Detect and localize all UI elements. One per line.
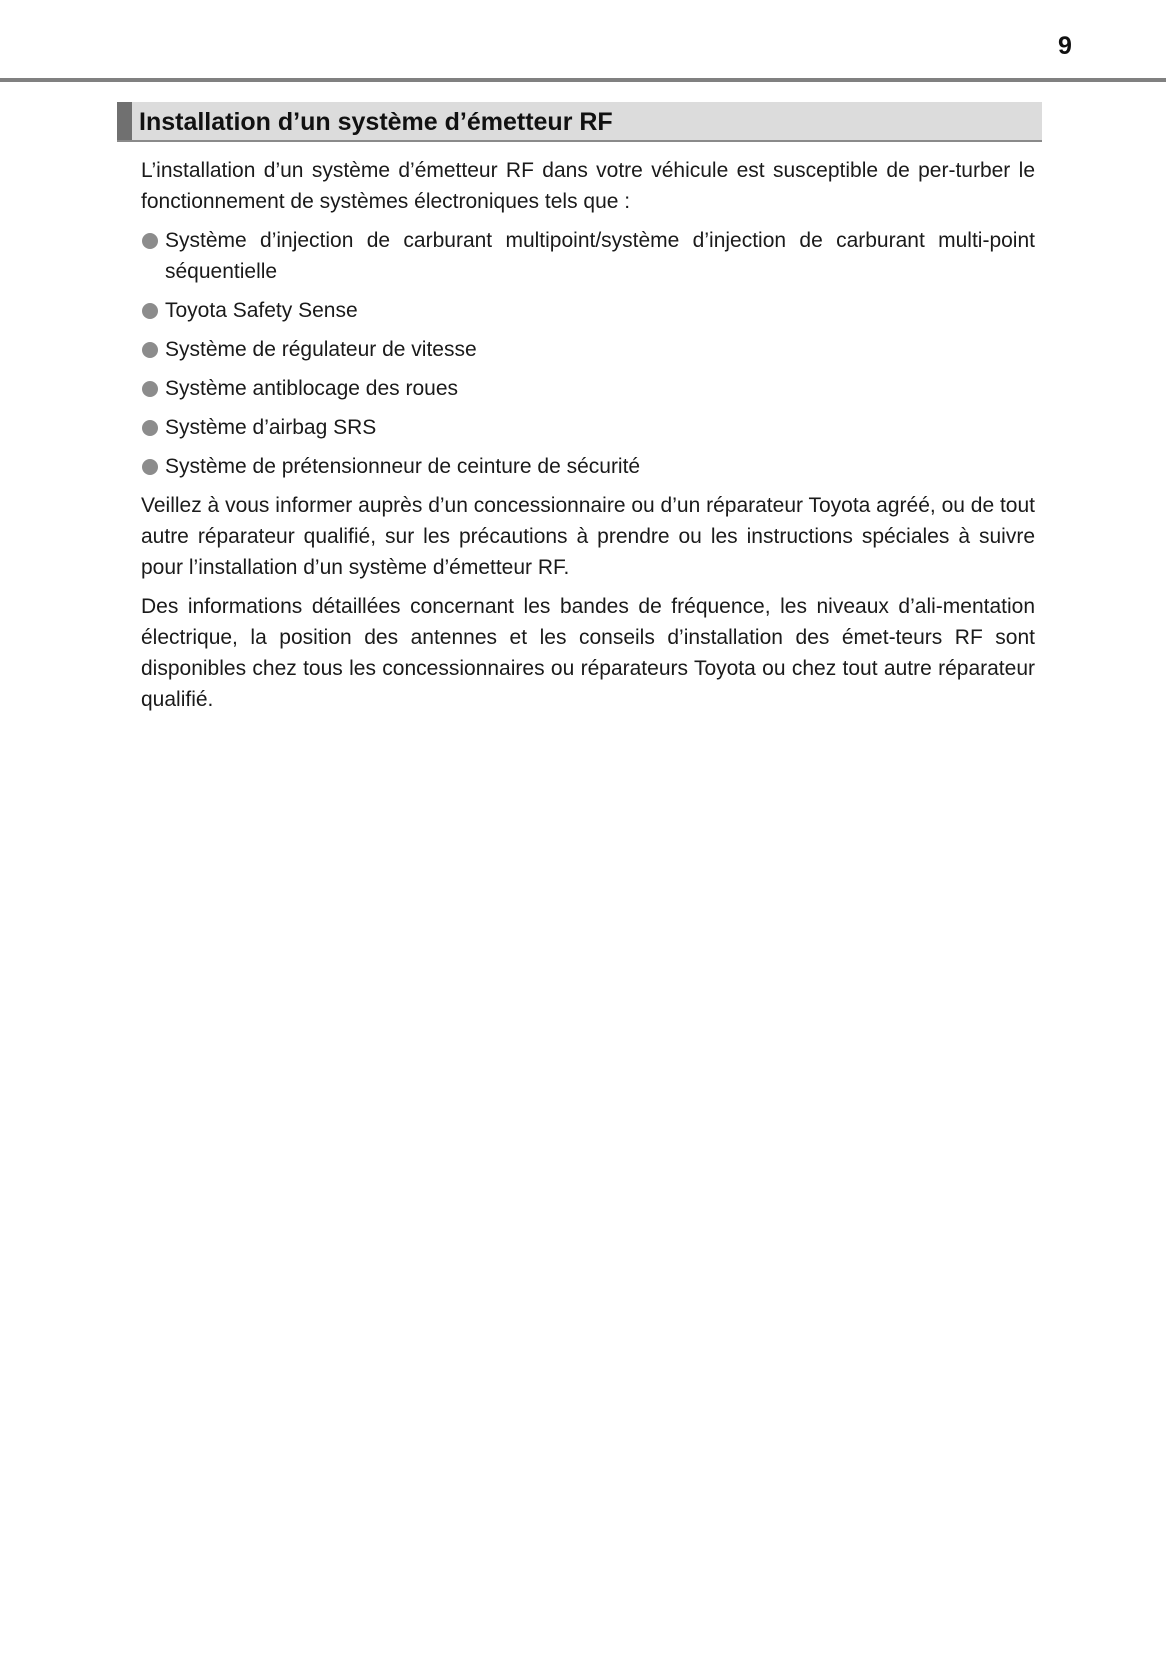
- bullet-circle-icon: [142, 342, 158, 358]
- bullet-circle-icon: [142, 420, 158, 436]
- intro-paragraph: L’installation d’un système d’émetteur RF dans votre véhicule est susceptible de per-turber le fonctionnement de systèmes électroniques tels que :: [141, 159, 1035, 213]
- section-header: [117, 102, 1042, 142]
- list-item: [141, 412, 1035, 443]
- list-item-text: Système d’airbag SRS: [165, 416, 377, 439]
- header-rule: [0, 78, 1166, 82]
- list-item-text: Système de régulateur de vitesse: [165, 338, 477, 361]
- page-number: 9: [1058, 32, 1072, 60]
- bullet-circle-icon: [142, 303, 158, 319]
- list-item-text: Système d’injection de carburant multipoint/système d’injection de carburant multi-point séquentielle: [165, 229, 1035, 283]
- list-item: [141, 373, 1035, 404]
- list-item-text: Toyota Safety Sense: [165, 299, 358, 322]
- section-title: Installation d’un système d’émetteur RF: [139, 108, 613, 136]
- bullet-circle-icon: [142, 381, 158, 397]
- systems-list: [141, 225, 1035, 482]
- list-item: [141, 334, 1035, 365]
- list-item-text: Système antiblocage des roues: [165, 377, 459, 400]
- frequency-info-paragraph: Des informations détaillées concernant les bandes de fréquence, les niveaux d’ali-mentation électrique, la position des antennes et les conseils d’installation des émet-teurs RF sont disponibles chez tous les concessionnaires ou réparateurs Toyota ou chez tout autre réparateur qualifié.: [141, 595, 1035, 711]
- section-header-bar: [117, 102, 132, 140]
- bullet-circle-icon: [142, 459, 158, 475]
- list-item: [141, 225, 1035, 287]
- body-text: [141, 155, 1035, 723]
- list-item-text: Système de prétensionneur de ceinture de sécurité: [165, 455, 641, 478]
- list-item: [141, 451, 1035, 482]
- bullet-circle-icon: [142, 233, 158, 249]
- list-item: [141, 295, 1035, 326]
- dealer-advice-paragraph: Veillez à vous informer auprès d’un concessionnaire ou d’un réparateur Toyota agréé, ou de tout autre réparateur qualifié, sur les précautions à prendre ou les instructions spéciales à suivre pour l’installation d’un système d’émetteur RF.: [141, 494, 1035, 579]
